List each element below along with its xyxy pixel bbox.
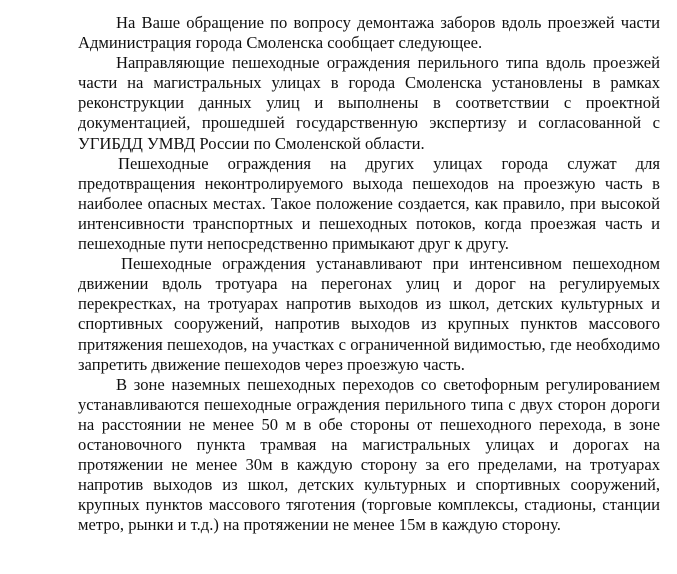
paragraph-crossing-zones: В зоне наземных пешеходных переходов со светофорным регулированием устанавливаются пешеходные ограждения перильного типа с двух сторон дороги на расстоянии не менее 50 м в обе стороны от пешеходного перехода, в зоне остановочного пункта трамвая на магистральных улицах и дорогах на протяжении не менее 30м в каждую сторону за его пределами, на тротуарах напротив выходов из школ, детских культурных и спортивных сооружений, крупных пунктов массового тяготения (торговые комплексы, стадионы, станции метро, рынки и т.д.) на протяжении не менее 15м в каждую сторону. [78,374,660,535]
paragraph-intro: На Ваше обращение по вопросу демонтажа заборов вдоль проезжей части Администрация города Смоленска сообщает следующее. [78,13,660,53]
paragraph-installation-rules: Пешеходные ограждения устанавливают при интенсивном пешеходном движении вдоль тротуара на перегонах улиц и дорог на регулируемых перекрестках, на тротуарах напротив выходов из школ, детских культурных и спортивных сооружений, напротив выходов из крупных пунктов массового притяжения пешеходов, на участках с ограниченной видимостью, где необходимо запретить движение пешеходов через проезжую часть. [78,254,660,374]
paragraph-guide-fences: Направляющие пешеходные ограждения перильного типа вдоль проезжей части на магистральных улицах в города Смоленска установлены в рамках реконструкции данных улиц и выполнены в соответствии с проектной документацией, прошедшей государственную экспертизу и согласованной с УГИБДД УМВД России по Смоленской области. [78,53,660,153]
paragraph-other-streets: Пешеходные ограждения на других улицах города служат для предотвращения неконтролируемого выхода пешеходов на проезжую часть в наиболее опасных местах. Такое положение создается, как правило, при высокой интенсивности транспортных и пешеходных потоков, когда проезжая часть и пешеходные пути непосредственно примыкают друг к другу. [78,153,660,254]
document-body [78,13,660,535]
